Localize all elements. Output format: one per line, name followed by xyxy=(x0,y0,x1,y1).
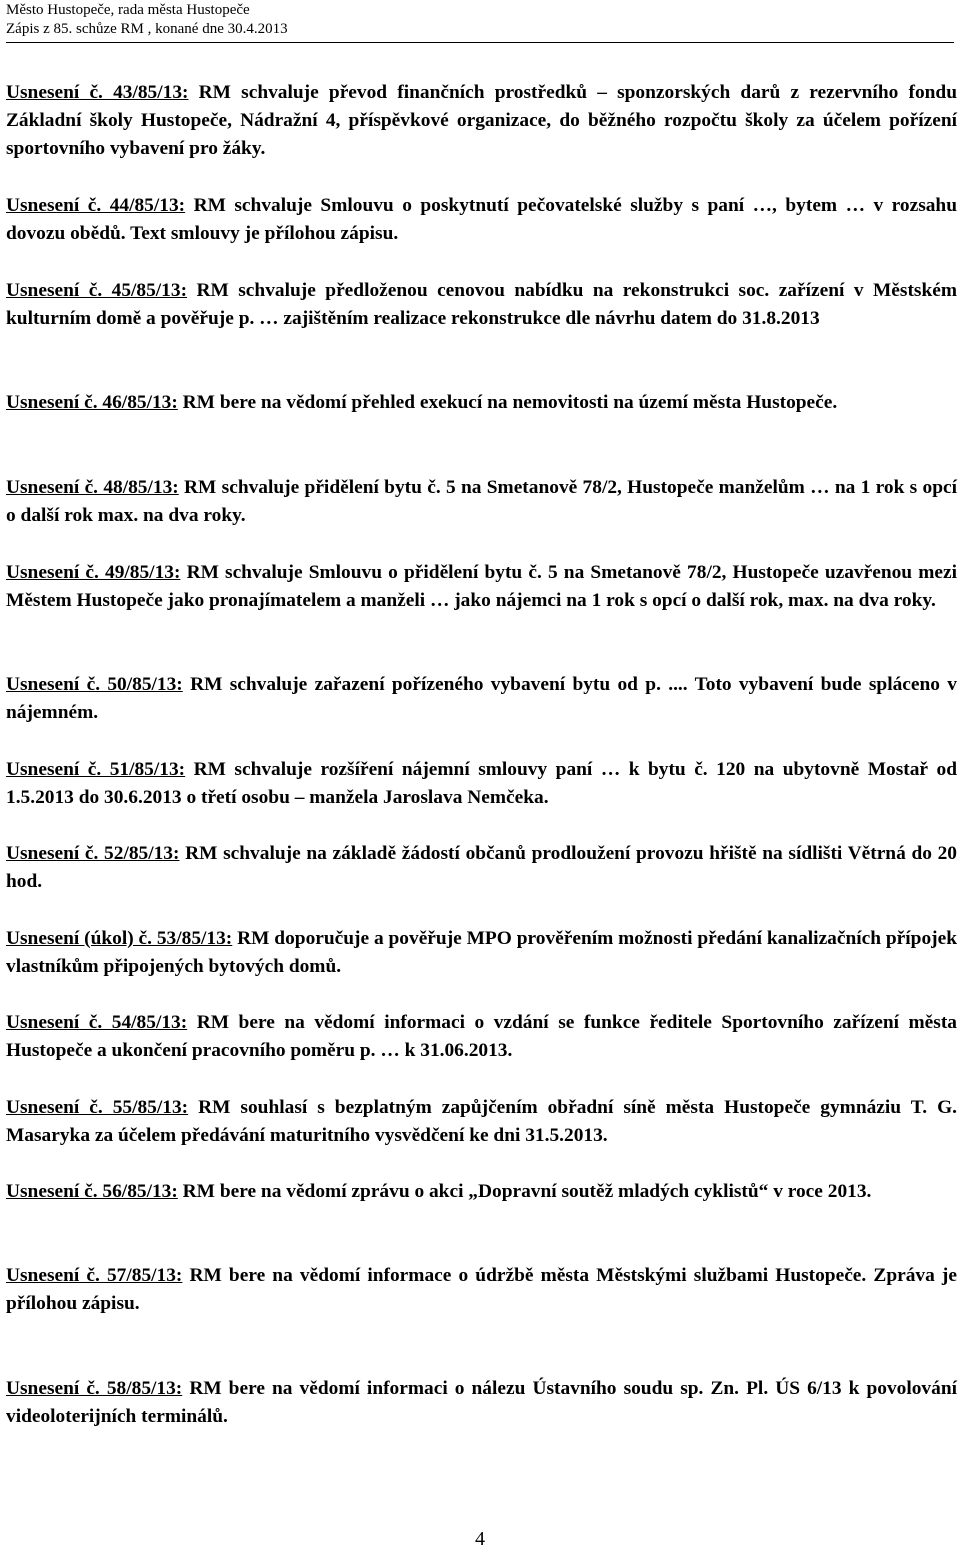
resolution-56 xyxy=(6,1178,957,1206)
resolution-55 xyxy=(6,1094,957,1150)
resolution-text: RM schvaluje převod finančních prostředků – sponzorských darů z rezervního fondu Základní školy Hustopeče, Nádražní 4, příspěvkové organizace, do běžného rozpočtu školy za účelem pořízení sportovního vybavení pro žáky. xyxy=(6,82,957,159)
resolution-46 xyxy=(6,389,957,417)
resolution-label: Usnesení č. 49/85/13: xyxy=(6,562,181,583)
resolution-label: Usnesení č. 55/85/13: xyxy=(6,1097,189,1118)
resolution-text: RM schvaluje předloženou cenovou nabídku na rekonstrukci soc. zařízení v Městském kulturním domě a pověřuje p. … zajištěním realizace rekonstrukce dle návrhu datem do 31.8.2013 xyxy=(6,280,957,329)
resolution-text: RM souhlasí s bezplatným zapůjčením obřadní síně města Hustopeče gymnáziu T. G. Masaryka za účelem předávání maturitního vysvědčení ke dni 31.5.2013. xyxy=(6,1097,957,1146)
resolution-45 xyxy=(6,277,957,333)
resolution-label: Usnesení č. 58/85/13: xyxy=(6,1378,183,1399)
resolution-label: Usnesení č. 45/85/13: xyxy=(6,280,188,301)
resolution-49 xyxy=(6,559,957,615)
resolution-48 xyxy=(6,474,957,530)
resolution-43 xyxy=(6,79,957,163)
resolution-text: RM schvaluje zařazení pořízeného vybavení bytu od p. .... Toto vybavení bude spláceno v nájemném. xyxy=(6,674,957,723)
resolution-text: RM bere na vědomí zprávu o akci „Dopravní soutěž mladých cyklistů“ v roce 2013. xyxy=(177,1181,872,1202)
resolution-label: Usnesení č. 56/85/13: xyxy=(6,1181,178,1202)
resolution-text: RM bere na vědomí informaci o vzdání se funkce ředitele Sportovního zařízení města Hustopeče a ukončení pracovního poměru p. … k 31.06.2013. xyxy=(6,1012,957,1061)
resolution-53 xyxy=(6,925,957,981)
header-minutes-title: Zápis z 85. schůze RM , konané dne 30.4.2013 xyxy=(6,21,288,37)
resolution-44 xyxy=(6,192,957,248)
resolution-label: Usnesení č. 44/85/13: xyxy=(6,195,186,216)
resolution-label: Usnesení č. 54/85/13: xyxy=(6,1012,188,1033)
document-header xyxy=(6,1,288,39)
page-number: 4 xyxy=(475,1528,485,1550)
resolution-text: RM schvaluje na základě žádostí občanů prodloužení provozu hřiště na sídlišti Větrná do 20 hod. xyxy=(6,843,957,892)
resolution-text: RM schvaluje Smlouvu o poskytnutí pečovatelské služby s paní …, bytem … v rozsahu dovozu obědů. Text smlouvy je přílohou zápisu. xyxy=(6,195,957,244)
resolution-text: RM bere na vědomí informace o údržbě města Městskými službami Hustopeče. Zpráva je přílohou zápisu. xyxy=(6,1265,957,1314)
resolution-label: Usnesení č. 57/85/13: xyxy=(6,1265,183,1286)
resolution-label: Usnesení č. 51/85/13: xyxy=(6,759,186,780)
resolution-text: RM doporučuje a pověřuje MPO prověřením možnosti předání kanalizačních přípojek vlastníkům připojených bytových domů. xyxy=(6,928,958,977)
resolution-label: Usnesení č. 43/85/13: xyxy=(6,82,189,103)
resolution-50 xyxy=(6,671,957,727)
resolution-label: Usnesení č. 50/85/13: xyxy=(6,674,183,695)
resolution-text: RM schvaluje Smlouvu o přidělení bytu č. 5 na Smetanově 78/2, Hustopeče uzavřenou mezi Městem Hustopeče jako pronajímatelem a manželi … jako nájemci na 1 rok s opcí o další rok, max. na dva roky. xyxy=(6,562,957,611)
resolution-text: RM bere na vědomí přehled exekucí na nemovitosti na území města Hustopeče. xyxy=(177,392,838,413)
resolution-52 xyxy=(6,840,957,896)
resolution-text: RM bere na vědomí informaci o nálezu Ústavního soudu sp. Zn. Pl. ÚS 6/13 k povolování videoloterijních terminálů. xyxy=(6,1378,957,1427)
header-divider xyxy=(6,42,954,43)
resolution-text: RM schvaluje rozšíření nájemní smlouvy paní … k bytu č. 120 na ubytovně Mostař od 1.5.2013 do 30.6.2013 o třetí osobu – manžela Jaroslava Nemčeka. xyxy=(6,759,957,808)
resolution-57 xyxy=(6,1262,957,1318)
resolution-54 xyxy=(6,1009,957,1065)
resolution-label: Usnesení (úkol) č. 53/85/13: xyxy=(6,928,233,949)
resolution-text: RM schvaluje přidělení bytu č. 5 na Smetanově 78/2, Hustopeče manželům … na 1 rok s opcí o další rok max. na dva roky. xyxy=(6,477,957,526)
header-municipality: Město Hustopeče, rada města Hustopeče xyxy=(6,2,250,18)
resolution-label: Usnesení č. 52/85/13: xyxy=(6,843,180,864)
resolution-label: Usnesení č. 48/85/13: xyxy=(6,477,179,498)
resolution-label: Usnesení č. 46/85/13: xyxy=(6,392,178,413)
resolution-58 xyxy=(6,1375,957,1431)
resolution-51 xyxy=(6,756,957,812)
